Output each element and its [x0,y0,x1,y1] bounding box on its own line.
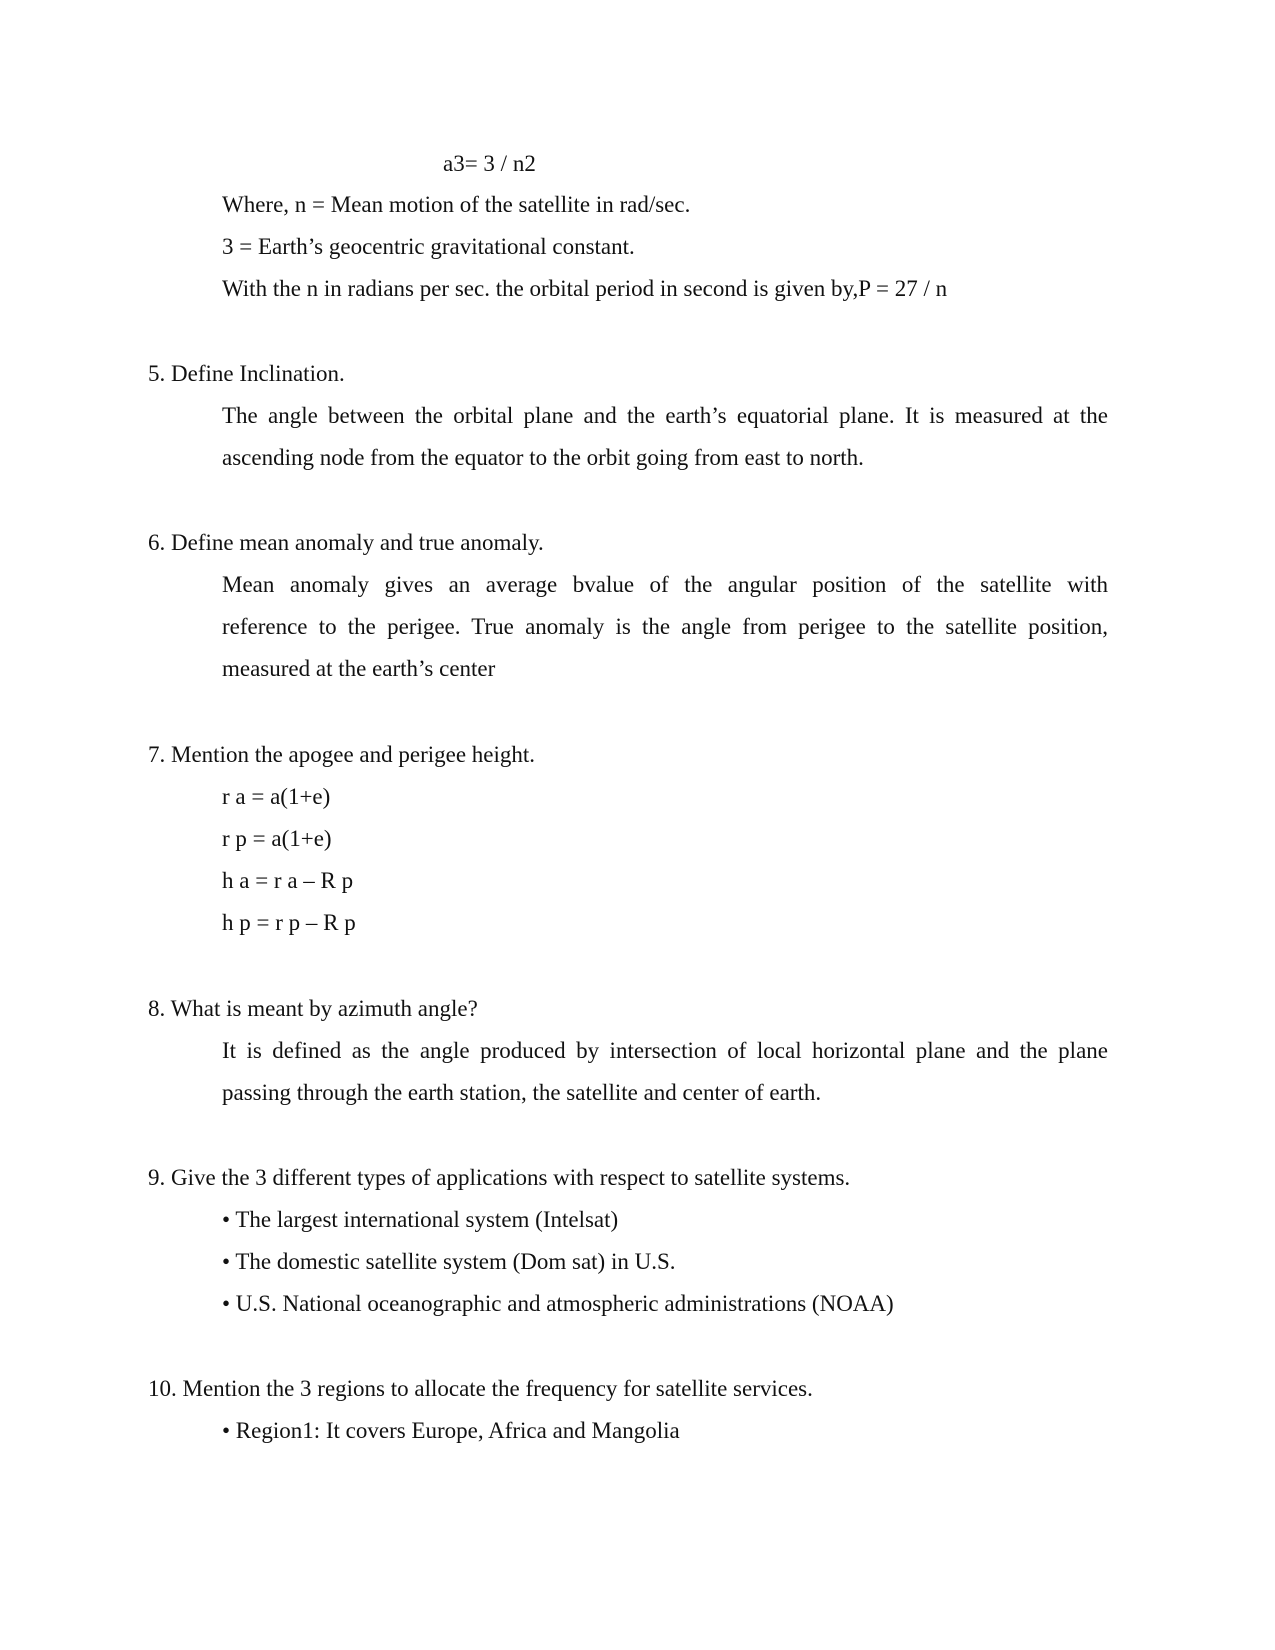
semi-major-axis-formula: a3= 3 / n2 [443,151,536,176]
question-9: 9. Give the 3 different types of applications with respect to satellite systems. [148,1165,851,1190]
answer-5-line-2: ascending node from the equator to the orbit going from east to north. [222,445,864,470]
period-line: With the n in radians per sec. the orbital period in second is given by,P = 27 / n [222,276,948,301]
constant-line: 3 = Earth’s geocentric gravitational constant. [222,234,635,259]
answer-5-line-1: The angle between the orbital plane and the earth’s equatorial plane. It is measured at the [222,403,1108,428]
bullet-item: • The domestic satellite system (Dom sat) in U.S. [222,1249,676,1274]
where-line: Where, n = Mean motion of the satellite in rad/sec. [222,192,691,217]
question-5: 5. Define Inclination. [148,361,345,386]
bullet-item: • The largest international system (Intelsat) [222,1207,619,1232]
answer-6-line-2: reference to the perigee. True anomaly is the angle from perigee to the satellite position, [222,614,1108,639]
answer-6-line-3: measured at the earth’s center [222,656,496,681]
answer-8-line-2: passing through the earth station, the satellite and center of earth. [222,1080,822,1105]
question-10: 10. Mention the 3 regions to allocate the frequency for satellite services. [148,1376,813,1401]
bullet-item: • Region1: It covers Europe, Africa and Mangolia [222,1418,680,1443]
perigee-radius-formula: r p = a(1+e) [222,826,332,851]
question-8: 8. What is meant by azimuth angle? [148,996,478,1021]
question-7: 7. Mention the apogee and perigee height. [148,742,536,767]
apogee-height-formula: h a = r a – R p [222,868,354,893]
apogee-radius-formula: r a = a(1+e) [222,784,331,809]
answer-6-line-1: Mean anomaly gives an average bvalue of the angular position of the satellite with [222,572,1108,597]
perigee-height-formula: h p = r p – R p [222,910,356,935]
question-6: 6. Define mean anomaly and true anomaly. [148,530,544,555]
bullet-item: • U.S. National oceanographic and atmospheric administrations (NOAA) [222,1291,894,1316]
answer-8-line-1: It is defined as the angle produced by intersection of local horizontal plane and the plane [222,1038,1108,1063]
